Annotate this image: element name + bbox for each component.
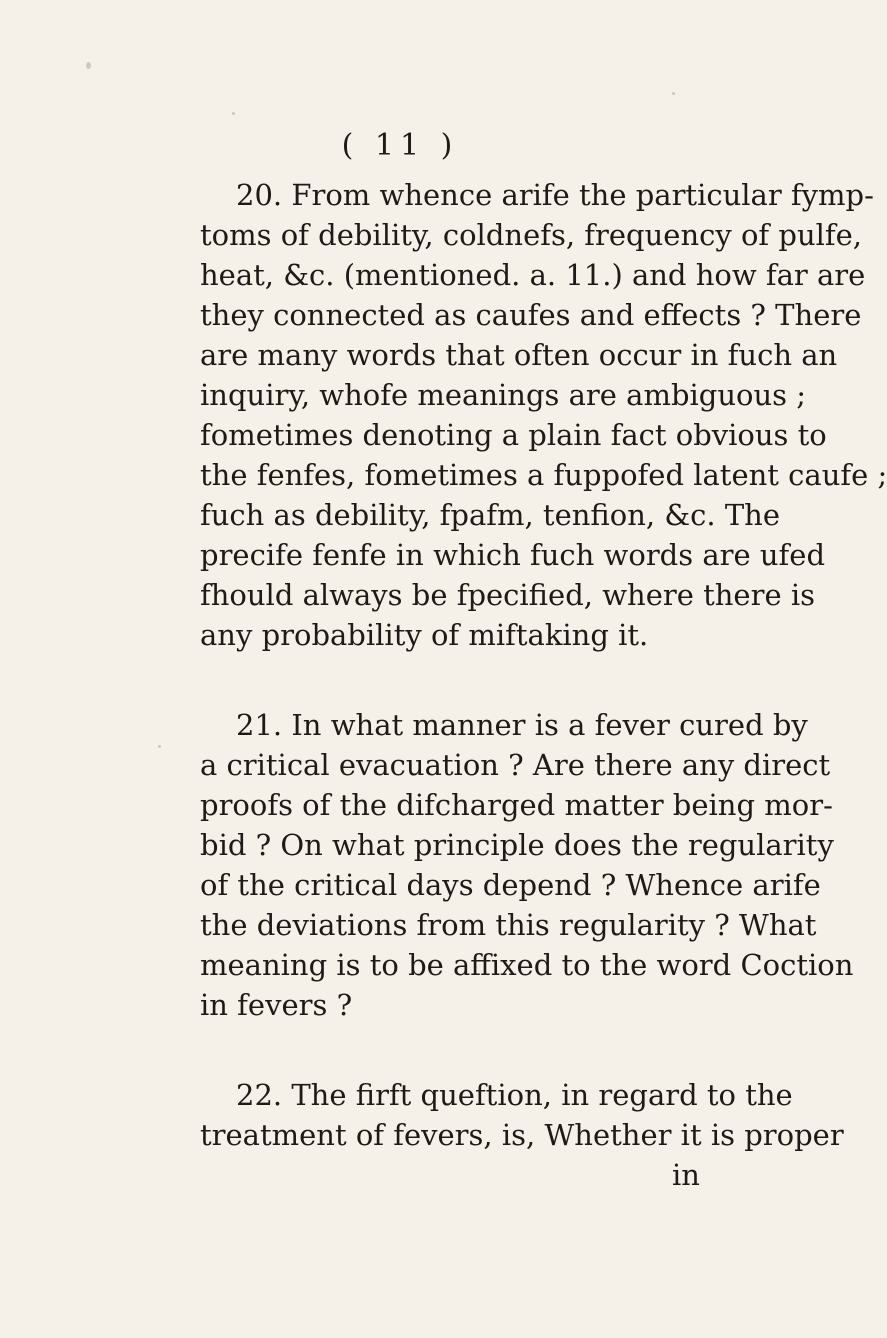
page-number-header: ( 11 ) [341, 128, 459, 163]
text-line: the fenfes, fometimes a fuppofed latent caufe ; [200, 458, 887, 492]
paper-speck [158, 745, 161, 748]
paper-speck [672, 92, 675, 95]
catchword: in [672, 1158, 700, 1192]
paper-speck [232, 112, 235, 115]
text-line: in fevers ? [200, 988, 353, 1022]
text-line: of the critical days depend ? Whence arife [200, 868, 821, 902]
text-line: inquiry, whofe meanings are ambiguous ; [200, 378, 807, 412]
text-line: fhould always be fpecified, where there is [200, 578, 815, 612]
text-line: the deviations from this regularity ? What [200, 908, 817, 942]
text-line: 22. The firft queftion, in regard to the [236, 1078, 793, 1112]
text-line: heat, &c. (mentioned. a. 11.) and how far are [200, 258, 866, 292]
text-line: toms of debility, coldnefs, frequency of pulfe, [200, 218, 863, 252]
text-line: treatment of fevers, is, Whether it is proper [200, 1118, 844, 1152]
text-line: meaning is to be affixed to the word Coction [200, 948, 854, 982]
text-line: proofs of the difcharged matter being mor- [200, 788, 833, 822]
text-line: 21. In what manner is a fever cured by [236, 708, 808, 742]
text-line: fometimes denoting a plain fact obvious to [200, 418, 827, 452]
text-line: fuch as debility, fpafm, tenfion, &c. The [200, 498, 781, 532]
text-line: bid ? On what principle does the regularity [200, 828, 834, 862]
text-line: any probability of miftaking it. [200, 618, 649, 652]
text-line: a critical evacuation ? Are there any direct [200, 748, 831, 782]
text-line: are many words that often occur in fuch an [200, 338, 838, 372]
paper-speck [86, 62, 91, 69]
text-line: precife fenfe in which fuch words are ufed [200, 538, 826, 572]
text-line: they connected as caufes and effects ? There [200, 298, 862, 332]
text-line: 20. From whence arife the particular fymp- [236, 178, 874, 212]
